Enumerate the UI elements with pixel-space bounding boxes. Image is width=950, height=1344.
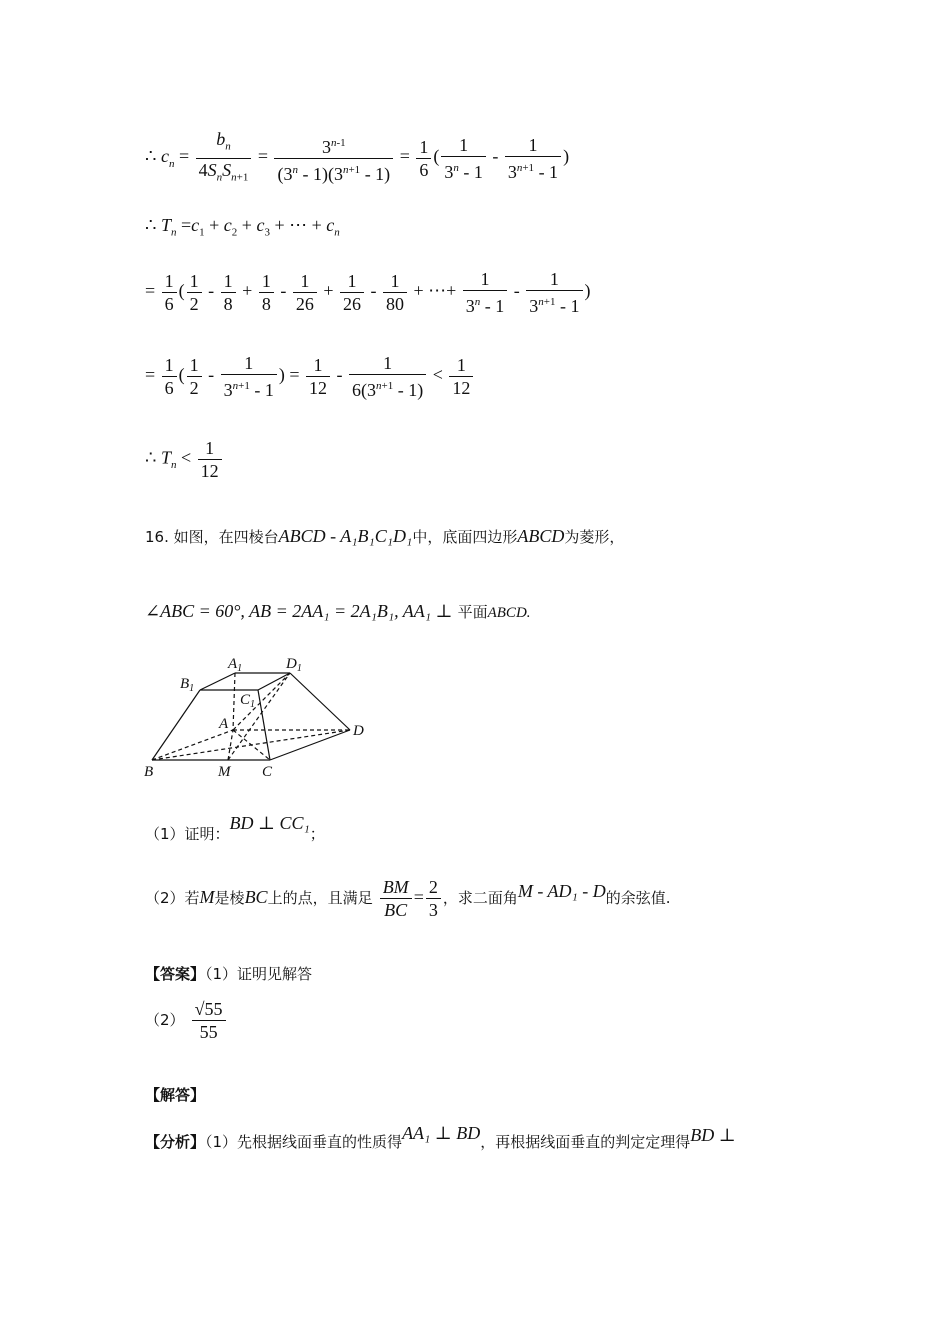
label-D: D: [353, 723, 364, 739]
label-B: B: [144, 764, 154, 780]
edge-B1-A1: [200, 673, 235, 690]
problem-statement-line2: ∠ABC = 60°, AB = 2AA₁ = 2A₁B₁, AA₁ ⊥ 平面ABCD.: [145, 601, 531, 621]
label-C1: $C_1$: [240, 692, 256, 710]
therefore-symbol: ∴: [145, 215, 157, 235]
label-M: M: [218, 764, 231, 780]
therefore-symbol: ∴: [145, 447, 157, 468]
question-1: （1）证明：BD ⊥ CC₁；: [145, 813, 325, 843]
edge-C1-D1: [258, 673, 290, 690]
therefore-symbol: ∴: [145, 146, 157, 167]
label-D1: $D_1$: [286, 656, 302, 674]
problem-condition: ∠ABC = 60°, AB = 2AA₁ = 2A₁B₁, AA₁ ⊥: [145, 601, 453, 621]
equals-symbol: =: [145, 364, 156, 385]
label-C: C: [262, 764, 273, 780]
ratio-value: $\frac{2}{3}$: [426, 876, 441, 921]
question-2: （2）若M是棱BC上的点，且满足 $\frac{BM}{BC}$ = $\frac{2}{3}$ ，求二面角M - AD₁ - D的余弦值.: [145, 877, 671, 920]
edge-B-B1: [152, 690, 200, 760]
equation-simplified: = $\frac{1}{6}$ ( $\frac{1}{2}$ - $\frac{1}{3^{n+1} - 1}$ ) = $\frac{1}{12}$ - $\frac{1}{6(3^{n+1} - 1)}$ < $\frac{1}{12}$: [145, 352, 475, 401]
equals-symbol: =: [145, 280, 156, 301]
label-A1: $A_1$: [228, 656, 243, 674]
label-B1: $B_1$: [180, 676, 195, 694]
equation-cn: ∴ $c_n$ = $\frac{b_n}{4S_nS_{n+1}}$ = $\frac{3^{n-1}}{(3^n - 1)(3^{n+1} - 1)}$ = $\frac{1}{6}$ ( $\frac{1}{3^n - 1}$ - $\frac{1}{3^{n+1} - 1}$ ): [145, 129, 570, 184]
answer-line2: （2） $\frac{√55}{55}$: [145, 998, 228, 1043]
frustum-name: ABCD - A₁B₁C₁D₁: [278, 526, 413, 546]
ratio-fraction: $\frac{BM}{BC}$: [380, 876, 412, 921]
diagonal-A-C: [233, 730, 270, 760]
edge-A1-A: [233, 673, 235, 730]
segment-M-A: [228, 730, 233, 760]
edge-C1-C: [258, 690, 270, 760]
edge-D1-D: [290, 673, 350, 730]
equation-conclusion: ∴ $T_n$ < $\frac{1}{12}$: [145, 437, 224, 482]
equation-tn-sum: ∴ $T_n =c_1 + c_2 + c_3$ + ⋯ + $c_n$: [145, 215, 340, 239]
edge-B-A: [152, 730, 233, 760]
frustum-figure: [140, 650, 380, 790]
answer-fraction: $\frac{√55}{55}$: [192, 998, 226, 1043]
solution-label: 【解答】: [145, 1086, 206, 1104]
answer-line1: 【答案】（1）证明见解答: [145, 965, 313, 983]
analysis-label: 【分析】: [145, 1133, 206, 1151]
edge-C-D: [270, 730, 350, 760]
segment-M-D1: [228, 673, 290, 760]
answer-label: 【答案】: [145, 965, 206, 983]
equation-telescoping: = $\frac{1}{6}$ ( $\frac{1}{2}$ - $\frac{1}{8}$ + $\frac{1}{8}$ - $\frac{1}{26}$ + $\frac{1}{26}$ - $\frac{1}{80}$ + ⋯+ $\frac{1}{3^n - 1}$ - $\frac{1}{3^{n+1} - 1}$ ): [145, 269, 591, 316]
problem-statement-line1: 16. 如图，在四棱台ABCD - A₁B₁C₁D₁中，底面四边形ABCD为菱形，: [145, 526, 625, 546]
label-A: A: [219, 716, 229, 732]
analysis-line: 【分析】（1）先根据线面垂直的性质得AA₁ ⊥ BD，再根据线面垂直的判定定理得BD ⊥: [145, 1123, 736, 1151]
